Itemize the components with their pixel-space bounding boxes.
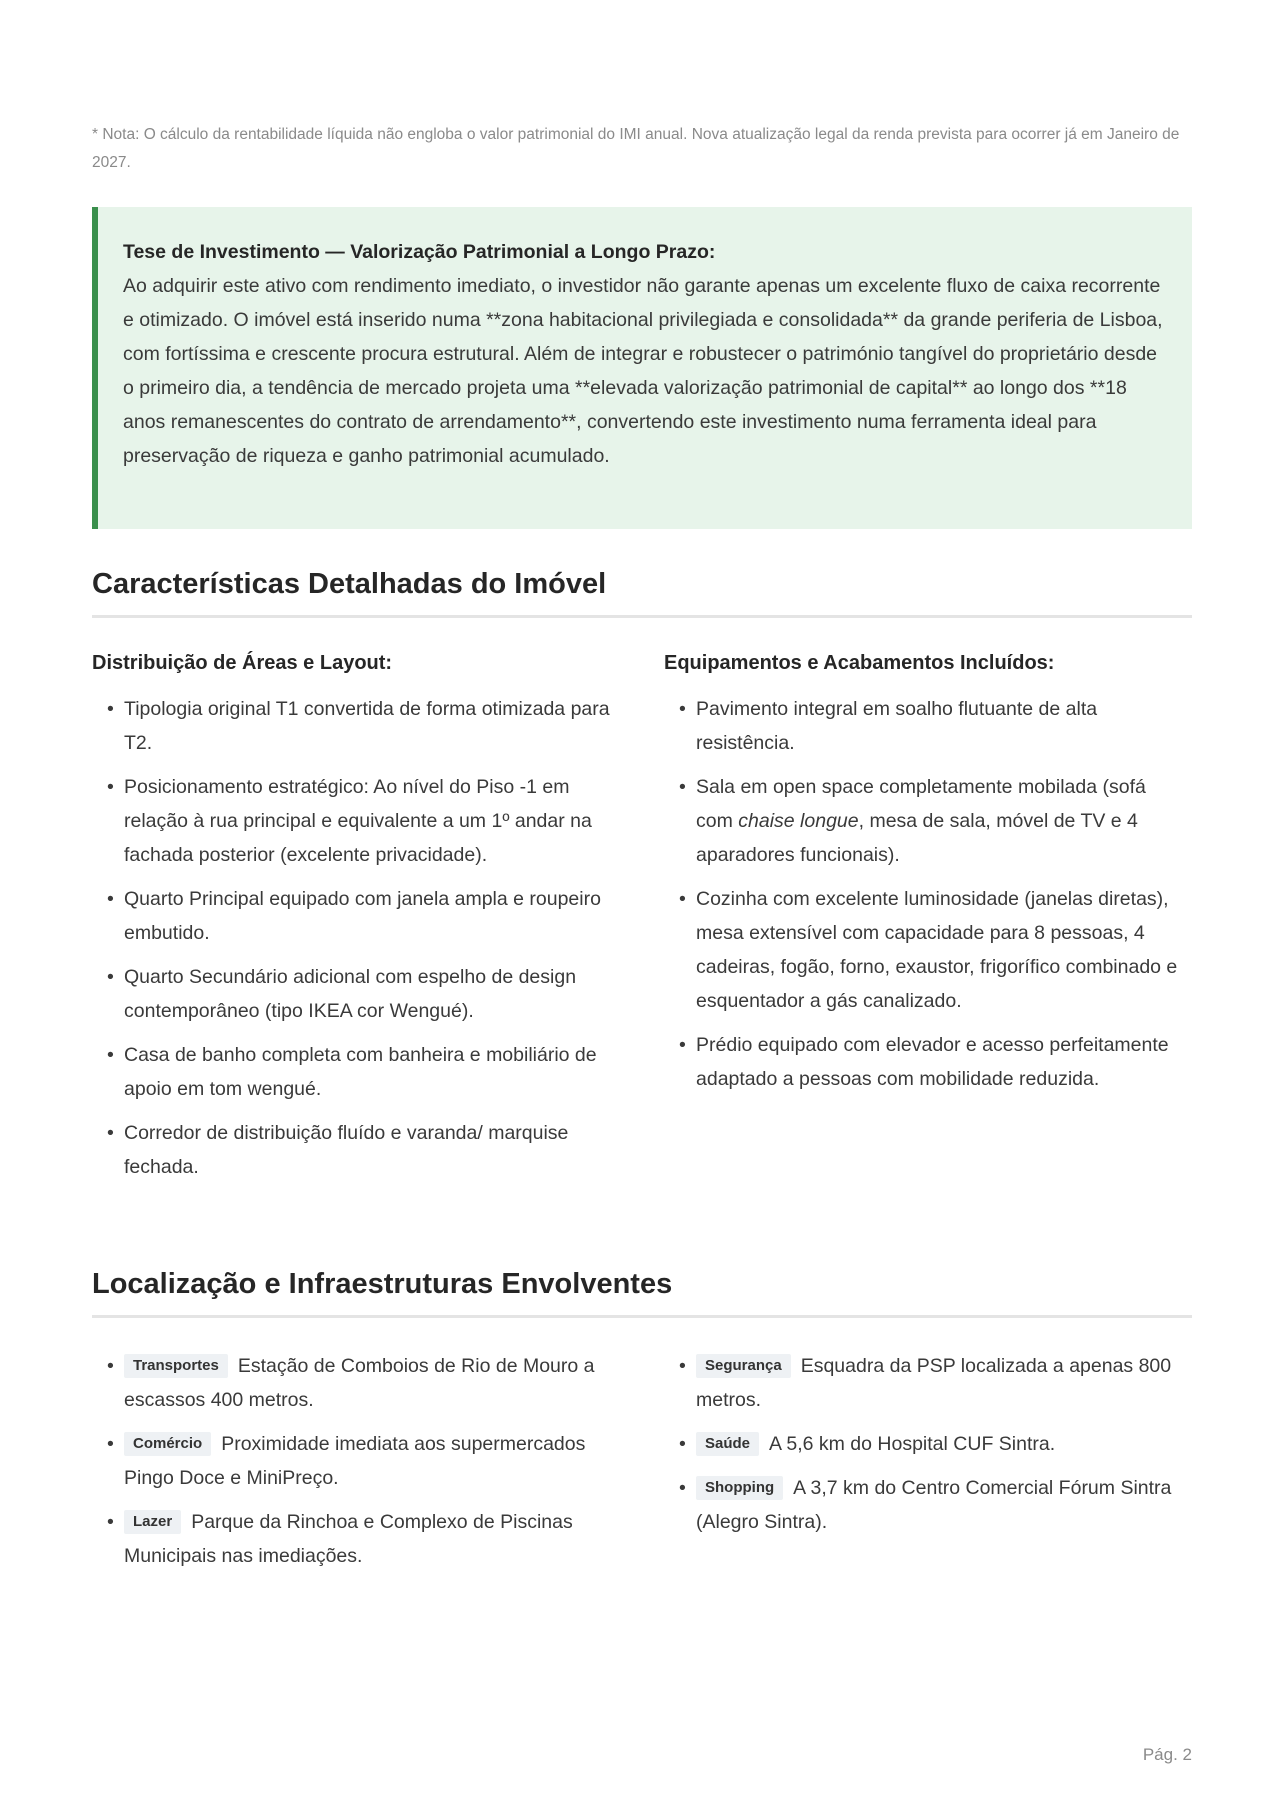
list-item-text: Tipologia original T1 convertida de forma otimizada para T2. bbox=[124, 698, 610, 754]
bullet-marker: • bbox=[107, 1433, 114, 1455]
bullet-marker: • bbox=[679, 1477, 686, 1499]
layout-column bbox=[92, 648, 612, 1194]
location-item bbox=[92, 1349, 612, 1417]
list-item bbox=[92, 960, 612, 1028]
thesis-title: Tese de Investimento — Valorização Patrimonial a Longo Prazo: bbox=[123, 241, 716, 263]
bullet-marker: • bbox=[679, 1034, 686, 1056]
list-item-text: Casa de banho completa com banheira e mobiliário de apoio em tom wengué. bbox=[124, 1044, 597, 1100]
category-badge: Segurança bbox=[696, 1354, 791, 1378]
list-item bbox=[92, 692, 612, 760]
location-item-text: A 3,7 km do Centro Comercial Fórum Sintra (Alegro Sintra). bbox=[696, 1477, 1172, 1533]
list-item bbox=[664, 692, 1184, 760]
equipment-column bbox=[664, 648, 1184, 1106]
location-heading: Localização e Infraestruturas Envolventes bbox=[92, 1268, 1192, 1318]
equipment-column-title: Equipamentos e Acabamentos Incluídos: bbox=[664, 652, 1055, 674]
equipment-list bbox=[664, 692, 1184, 1096]
list-item-text: Quarto Principal equipado com janela ampla e roupeiro embutido. bbox=[124, 888, 601, 944]
investment-thesis-callout bbox=[92, 207, 1192, 529]
location-right-list bbox=[664, 1349, 1184, 1539]
bullet-marker: • bbox=[107, 1355, 114, 1377]
list-item bbox=[664, 882, 1184, 1018]
location-item-text: A 5,6 km do Hospital CUF Sintra. bbox=[769, 1433, 1056, 1455]
bullet-marker: • bbox=[679, 776, 686, 798]
location-item bbox=[92, 1427, 612, 1495]
page-number: Pág. 2 bbox=[1142, 1745, 1192, 1764]
list-item-text: , mesa de sala, móvel de TV e 4 aparadores funcionais). bbox=[696, 810, 1138, 866]
bullet-marker: • bbox=[107, 888, 114, 910]
list-item bbox=[664, 770, 1184, 872]
bullet-marker: • bbox=[679, 1355, 686, 1377]
layout-column-title: Distribuição de Áreas e Layout: bbox=[92, 652, 393, 674]
list-item-text: Posicionamento estratégico: Ao nível do Piso -1 em relação à rua principal e equivalente a um 1º andar na fachada posterior (excelente privacidade). bbox=[124, 776, 592, 866]
bullet-marker: • bbox=[107, 1511, 114, 1533]
category-badge: Saúde bbox=[696, 1432, 759, 1456]
list-item-text: Prédio equipado com elevador e acesso perfeitamente adaptado a pessoas com mobilidade reduzida. bbox=[696, 1034, 1169, 1090]
location-item bbox=[664, 1471, 1184, 1539]
bullet-marker: • bbox=[107, 966, 114, 988]
list-item-text: Cozinha com excelente luminosidade (janelas diretas), mesa extensível com capacidade para 8 pessoas, 4 cadeiras, fogão, forno, exaustor, frigorífico combinado e esquentador a gás canalizado. bbox=[696, 888, 1178, 1012]
location-left-column bbox=[92, 1349, 612, 1583]
bullet-marker: • bbox=[107, 698, 114, 720]
category-badge: Transportes bbox=[124, 1354, 228, 1378]
list-item-emphasis: chaise longue bbox=[738, 810, 859, 832]
list-item-text: Sala em open space completamente mobilada (sofá com bbox=[696, 776, 1146, 832]
characteristics-heading: Características Detalhadas do Imóvel bbox=[92, 568, 1192, 618]
list-item-text: Pavimento integral em soalho flutuante de alta resistência. bbox=[696, 698, 1098, 754]
list-item-text: Quarto Secundário adicional com espelho de design contemporâneo (tipo IKEA cor Wengué). bbox=[124, 966, 577, 1022]
bullet-marker: • bbox=[679, 1433, 686, 1455]
location-left-list bbox=[92, 1349, 612, 1573]
bullet-marker: • bbox=[679, 888, 686, 910]
list-item bbox=[664, 1028, 1184, 1096]
bullet-marker: • bbox=[107, 1044, 114, 1066]
location-right-column bbox=[664, 1349, 1184, 1549]
location-item-text: Proximidade imediata aos supermercados Pingo Doce e MiniPreço. bbox=[124, 1433, 586, 1489]
bullet-marker: • bbox=[107, 776, 114, 798]
list-item bbox=[92, 1116, 612, 1184]
bullet-marker: • bbox=[107, 1122, 114, 1144]
rentability-note: * Nota: O cálculo da rentabilidade líquida não engloba o valor patrimonial do IMI anual. Nova atualização legal da renda prevista para ocorrer já em Janeiro de 2027. bbox=[92, 126, 1180, 171]
location-item-text: Parque da Rinchoa e Complexo de Piscinas Municipais nas imediações. bbox=[124, 1511, 573, 1567]
location-item bbox=[664, 1427, 1184, 1461]
category-badge: Shopping bbox=[696, 1476, 783, 1500]
location-item bbox=[664, 1349, 1184, 1417]
category-badge: Comércio bbox=[124, 1432, 211, 1456]
list-item bbox=[92, 882, 612, 950]
list-item bbox=[92, 1038, 612, 1106]
layout-list bbox=[92, 692, 612, 1184]
location-item-text: Estação de Comboios de Rio de Mouro a escassos 400 metros. bbox=[124, 1355, 595, 1411]
list-item bbox=[92, 770, 612, 872]
location-item bbox=[92, 1505, 612, 1573]
location-item-text: Esquadra da PSP localizada a apenas 800 metros. bbox=[696, 1355, 1172, 1411]
bullet-marker: • bbox=[679, 698, 686, 720]
category-badge: Lazer bbox=[124, 1510, 181, 1534]
list-item-text: Corredor de distribuição fluído e varanda/ marquise fechada. bbox=[124, 1122, 569, 1178]
thesis-body: Ao adquirir este ativo com rendimento imediato, o investidor não garante apenas um excelente fluxo de caixa recorrente e otimizado. O imóvel está inserido numa **zona habitacional privilegiada e consolidada** da grande periferia de Lisboa, com fortíssima e crescente procura estrutural. Além de integrar e robustecer o património tangível do proprietário desde o primeiro dia, a tendência de mercado projeta uma **elevada valorização patrimonial de capital** ao longo dos **18 anos remanescentes do contrato de arrendamento**, convertendo este investimento numa ferramenta ideal para preservação de riqueza e ganho patrimonial acumulado. bbox=[123, 275, 1163, 467]
